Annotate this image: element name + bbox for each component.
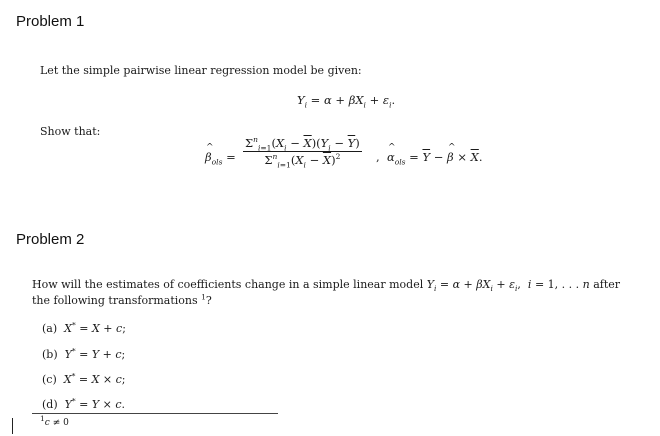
show-that-label: Show that: — [40, 125, 101, 138]
beta-hat-fraction — [243, 135, 362, 170]
beta-hat-lhs: ^ $\beta_{ols}$ = — [205, 150, 236, 164]
beta-hat-denominator: $\Sigma^n_{i=1}(X_i - \overline{X})^2$ — [264, 152, 341, 170]
alpha-hat-formula: , ^ $\alpha_{ols} = \overline{Y}$ − ^ $\beta \times \overline{X}$. — [376, 150, 482, 164]
transformation-item-b: (b) Y* = Y + c; — [42, 346, 126, 361]
transformation-item-a: (a) X* = X + c; — [42, 320, 126, 335]
problem-1-intro: Let the simple pairwise linear regression model be given: — [40, 64, 362, 77]
model-equation: $Y_i = \alpha + \beta X_i + \varepsilon_i$. — [297, 93, 396, 110]
problem-2-heading: Problem 2 — [16, 231, 85, 248]
problem-1-heading: Problem 1 — [16, 13, 85, 30]
problem-2-question-line-2: the following transformations $^1$? — [32, 292, 212, 307]
footnote: $^1$c ≠ 0 — [40, 414, 69, 428]
transformation-item-d: (d) Y* = Y × c. — [42, 396, 126, 411]
beta-hat-numerator: $\Sigma^n_{i=1}(X_i - \overline{X})(Y_i - \overline{Y})$ — [245, 135, 360, 153]
footnote-rule — [32, 413, 278, 414]
transformation-item-c: (c) X* = X × c; — [42, 371, 126, 386]
problem-2-question-line-1: How will the estimates of coefficients change in a simple linear model $Y_i = \alpha + \beta X_i + \varepsilon_i$, i = 1, . . . n after — [32, 278, 621, 294]
text-cursor — [12, 418, 13, 434]
